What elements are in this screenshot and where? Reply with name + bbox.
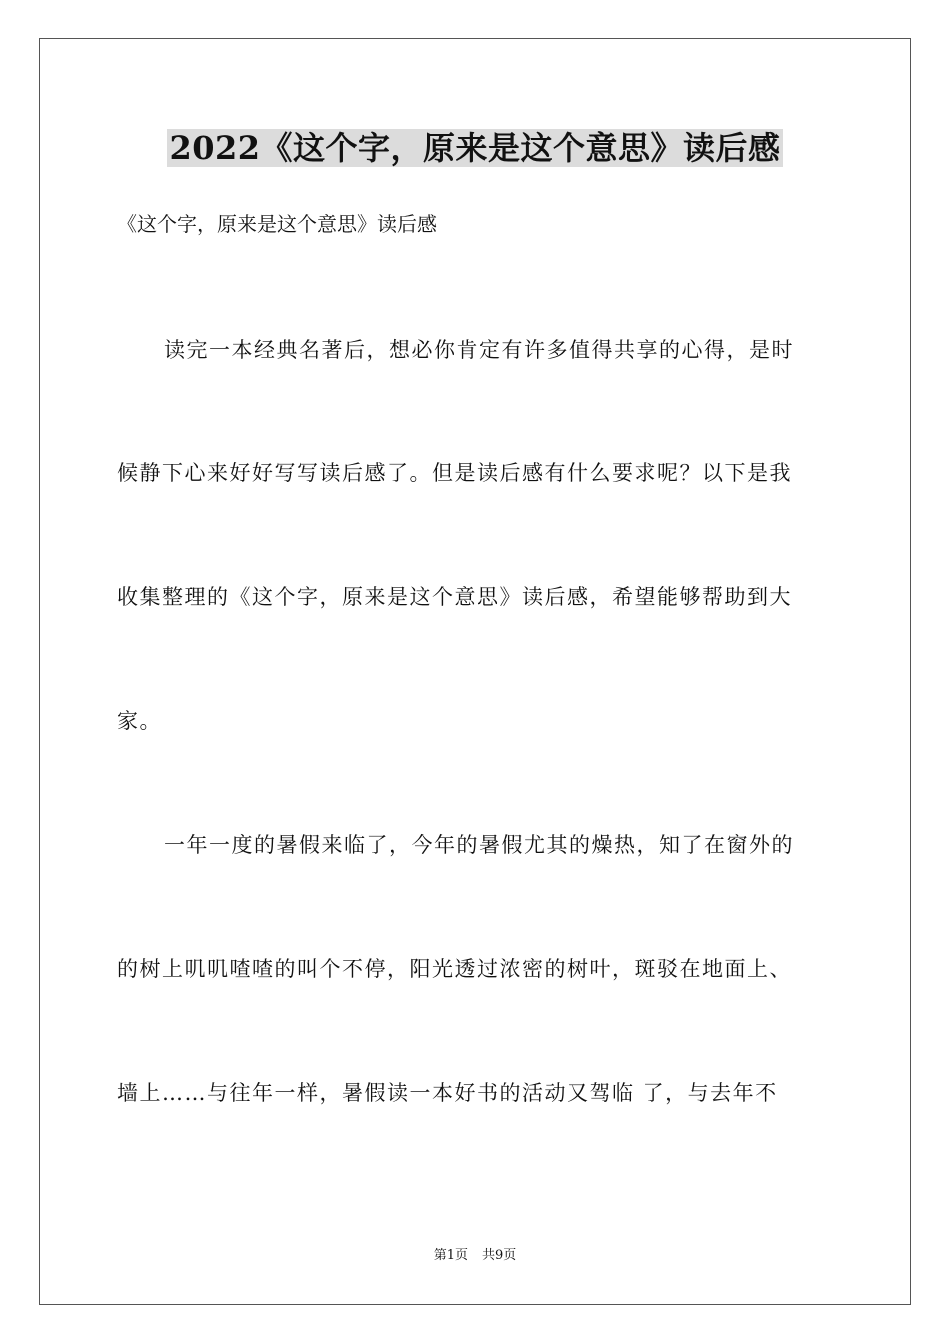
body-line-7: 墙上……与往年一样，暑假读一本好书的活动又驾临 了，与去年不 xyxy=(117,1081,778,1105)
body-line-4: 家。 xyxy=(117,709,162,733)
body-line-6: 的树上叽叽喳喳的叫个不停，阳光透过浓密的树叶，斑驳在地面上、 xyxy=(117,957,792,981)
page-footer xyxy=(0,1247,950,1265)
body-line-2: 候静下心来好好写写读后感了。但是读后感有什么要求呢？以下是我 xyxy=(117,461,792,485)
page-number: 第1页 xyxy=(433,1248,468,1263)
document-title-text: 2022《这个字，原来是这个意思》读后感 xyxy=(169,129,781,167)
body-line-5: 一年一度的暑假来临了，今年的暑假尤其的燥热，知了在窗外的 xyxy=(164,833,794,857)
body-line-3: 收集整理的《这个字，原来是这个意思》读后感，希望能够帮助到大 xyxy=(117,585,792,609)
document-subtitle: 《这个字，原来是这个意思》读后感 xyxy=(117,212,437,236)
document-title xyxy=(0,126,950,170)
body-line-1: 读完一本经典名著后，想必你肯定有许多值得共享的心得，是时 xyxy=(164,338,794,362)
page-total: 共9页 xyxy=(482,1248,517,1263)
